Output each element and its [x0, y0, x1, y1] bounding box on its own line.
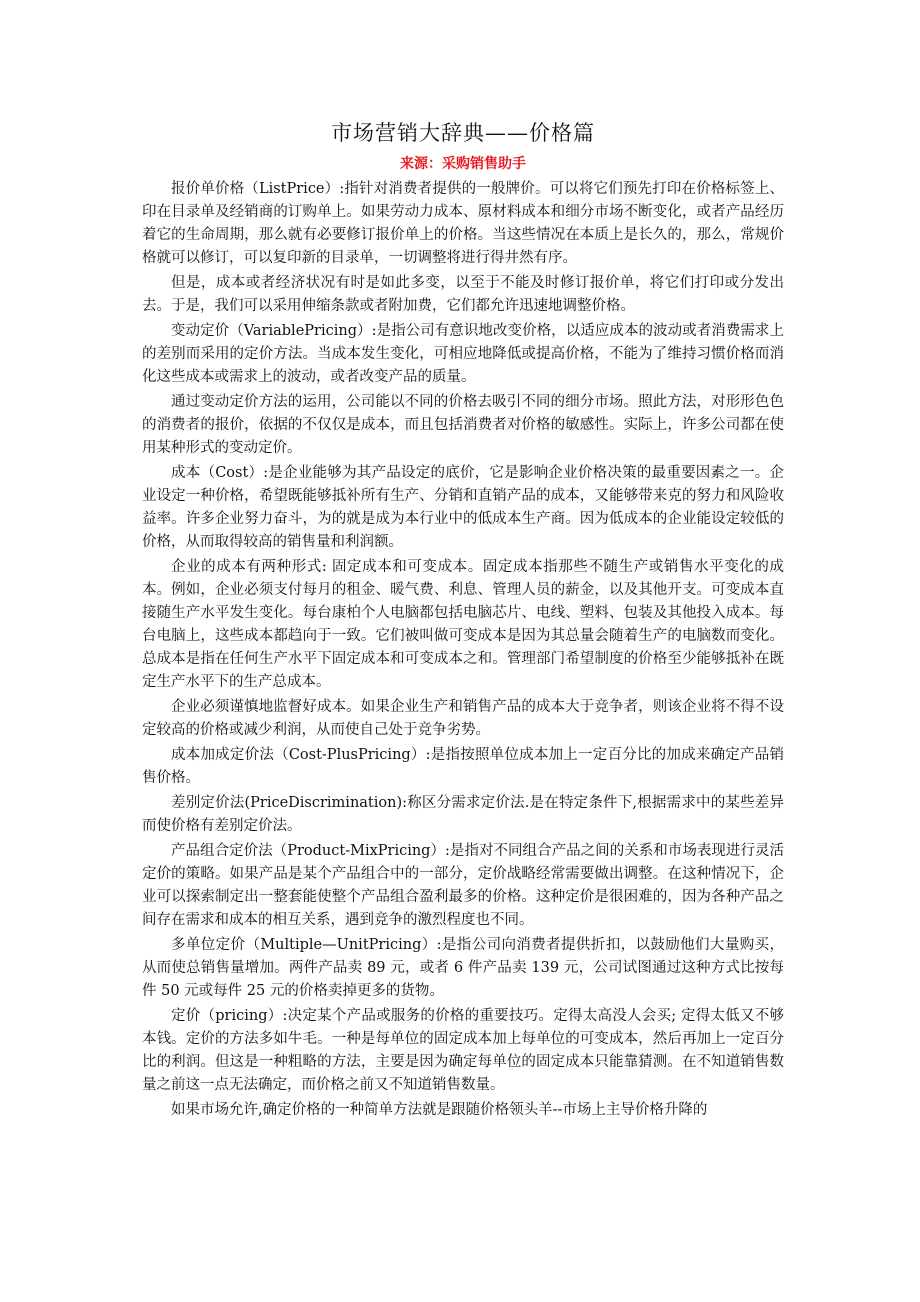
paragraph-cost-monitoring: 企业必须谨慎地监督好成本。如果企业生产和销售产品的成本大于竞争者，则该企业将不得不设定较高的价格或减少利润，从而使自己处于竞争劣势。	[142, 699, 784, 738]
paragraph-escalator-clause: 但是，成本或者经济状况有时是如此多变，以至于不能及时修订报价单，将它们打印或分发出去。于是，我们可以采用伸缩条款或者附加费，它们都允许迅速地调整价格。	[142, 275, 784, 314]
document-title: 市场营销大辞典——价格篇	[331, 121, 595, 145]
document-page	[142, 118, 784, 1124]
paragraph-price-discrimination: 差别定价法(PriceDiscrimination):称区分需求定价法.是在特定条件下,根据需求中的某些差异而使价格有差别定价法。	[142, 795, 784, 834]
paragraph-cost-plus-pricing: 成本加成定价法（Cost-PlusPricing）:是指按照单位成本加上一定百分比的加成来确定产品销售价格。	[142, 747, 784, 786]
paragraph-cost: 成本（Cost）:是企业能够为其产品设定的底价，它是影响企业价格决策的最重要因素之一。企业设定一种价格，希望既能够抵补所有生产、分销和直销产品的成本，又能够带来克的努力和风险收益率。许多企业努力奋斗，为的就是成为本行业中的低成本生产商。因为低成本的企业能设定较低的价格，从而取得较高的销售量和利润额。	[142, 465, 784, 550]
paragraph-product-mix-pricing: 产品组合定价法（Product-MixPricing）:是指对不同组合产品之间的关系和市场表现进行灵活定价的策略。如果产品是某个产品组合中的一部分，定价战略经常需要做出调整。在这种情况下，企业可以探索制定出一整套能使整个产品组合盈利最多的价格。这种定价是很困难的，因为各种产品之间存在需求和成本的相互关系，遇到竞争的激烈程度也不同。	[142, 843, 784, 928]
paragraph-variable-pricing: 变动定价（VariablePricing）:是指公司有意识地改变价格，以适应成本的波动或者消费需求上的差别而采用的定价方法。当成本发生变化，可相应地降低或提高价格，不能为了维持习惯价格而消化这些成本或需求上的波动，或者改变产品的质量。	[142, 323, 784, 385]
document-body	[142, 178, 784, 1122]
paragraph-variable-pricing-segments: 通过变动定价方法的运用，公司能以不同的价格去吸引不同的细分市场。照此方法，对形形色色的消费者的报价，依据的不仅仅是成本，而且包括消费者对价格的敏感性。实际上，许多公司都在使用某种形式的变动定价。	[142, 394, 784, 456]
paragraph-multiple-unit-pricing: 多单位定价（Multiple—UnitPricing）:是指公司向消费者提供折扣，以鼓励他们大量购买，从而使总销售量增加。两件产品卖 89 元，或者 6 件产品卖 139 元，公司试图通过这种方式比按每件 50 元或每件 25 元的价格卖掉更多的货物。	[142, 937, 784, 999]
paragraph-cost-types: 企业的成本有两种形式: 固定成本和可变成本。固定成本指那些不随生产或销售水平变化的成本。例如，企业必须支付每月的租金、暖气费、利息、管理人员的薪金，以及其他开支。可变成本直接随生产水平发生变化。每台康柏个人电脑都包括电脑芯片、电线、塑料、包装及其他投入成本。每台电脑上，这些成本都趋向于一致。它们被叫做可变成本是因为其总量会随着生产的电脑数而变化。总成本是指在任何生产水平下固定成本和可变成本之和。管理部门希望制度的价格至少能够抵补在既定生产水平下的生产总成本。	[142, 559, 784, 690]
paragraph-list-price: 报价单价格（ListPrice）:指针对消费者提供的一般牌价。可以将它们预先打印在价格标签上、印在目录单及经销商的订购单上。如果劳动力成本、原材料成本和细分市场不断变化，或者产品经历着它的生命周期，那么就有必要修订报价单上的价格。当这些情况在本质上是长久的，那么，常规价格就可以修订，可以复印新的目录单，一切调整将进行得井然有序。	[142, 181, 784, 266]
paragraph-price-leader: 如果市场允许,确定价格的一种简单方法就是跟随价格领头羊--市场上主导价格升降的	[171, 1102, 708, 1118]
document-source: 来源：采购销售助手	[400, 156, 526, 172]
paragraph-pricing: 定价（pricing）:决定某个产品或服务的价格的重要技巧。定得太高没人会买; 定得太低又不够本钱。定价的方法多如牛毛。一种是每单位的固定成本加上每单位的可变成本，然后再加上一定百分比的利润。但这是一种粗略的方法，主要是因为确定每单位的固定成本只能靠猜测。在不知道销售数量之前这一点无法确定，而价格之前又不知道销售数量。	[142, 1008, 784, 1093]
